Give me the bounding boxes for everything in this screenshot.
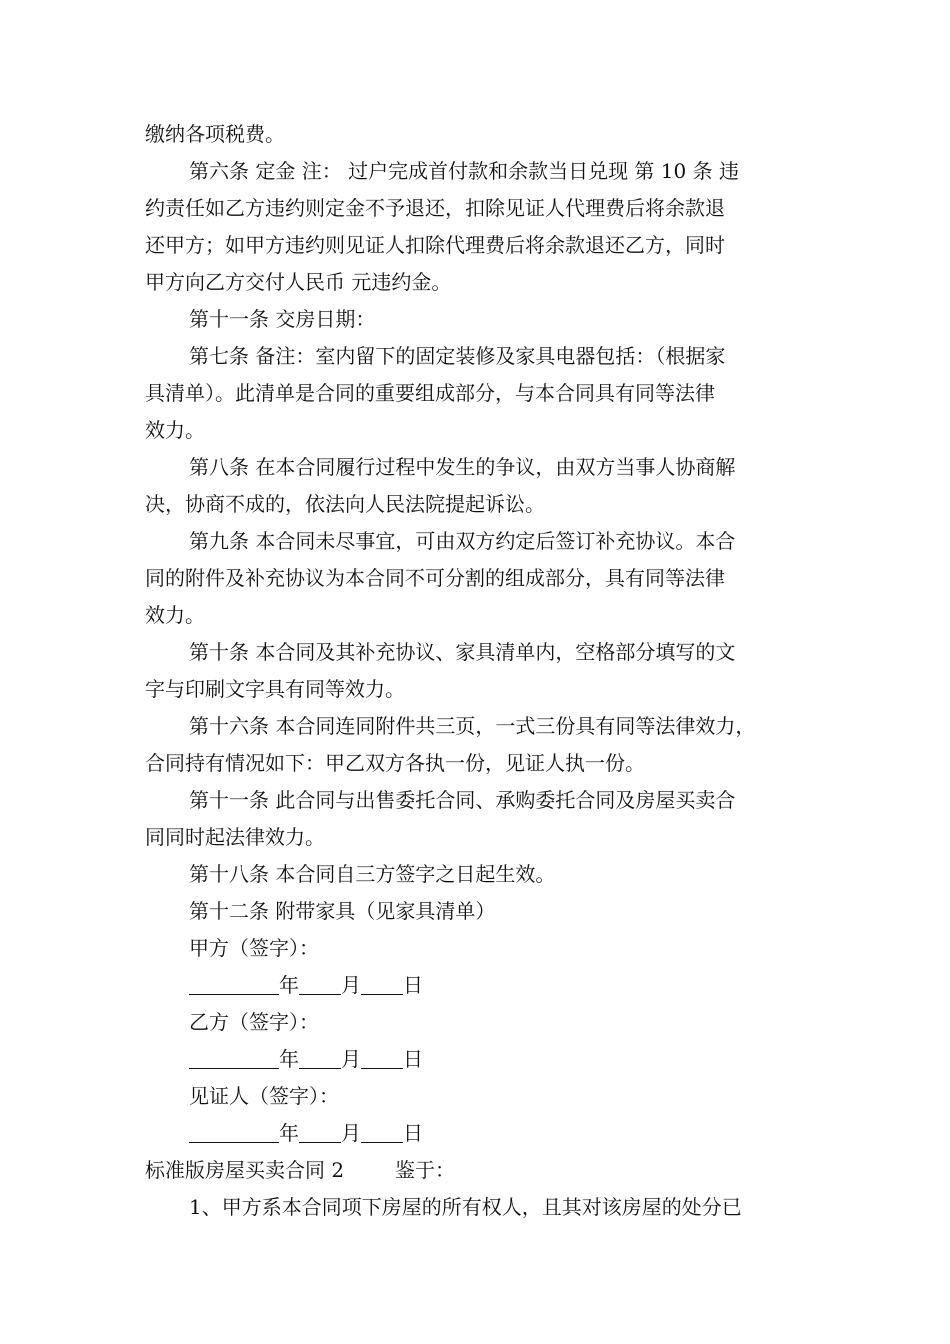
text-line: 第九条 本合同未尽事宜，可由双方约定后签订补充协议。本合 (189, 529, 736, 553)
text-line: 第十一条 交房日期： (189, 307, 376, 331)
date-line-party-b (145, 1041, 825, 1078)
day-blank (361, 1122, 403, 1143)
day-unit: 日 (403, 973, 423, 997)
contract-text (145, 116, 825, 1226)
signature-label-party-b: 乙方（签字）： (189, 1010, 319, 1034)
year-blank (189, 974, 279, 995)
month-unit: 月 (341, 973, 361, 997)
text-line: 第七条 备注：室内留下的固定装修及家具电器包括：（根据家 (189, 344, 726, 368)
text-line: 第十二条 附带家具（见家具清单） (189, 899, 496, 923)
text-line: 效力。 (145, 418, 205, 442)
text-line: 第十八条 本合同自三方签字之日起生效。 (189, 862, 556, 886)
year-unit: 年 (279, 1047, 299, 1071)
text-line: 具清单）。此清单是合同的重要组成部分，与本合同具有同等法律 (145, 381, 715, 405)
text-line: 第十一条 此合同与出售委托合同、承购委托合同及房屋买卖合 (189, 788, 736, 812)
text-line: 第六条 定金 注： 过户完成首付款和余款当日兑现 第 10 条 违 (189, 159, 739, 183)
year-blank (189, 1048, 279, 1069)
text-line: 1、甲方系本合同项下房屋的所有权人，且其对该房屋的处分已 (189, 1195, 742, 1219)
text-line: 同同时起法律效力。 (145, 825, 325, 849)
text-line: 效力。 (145, 603, 205, 627)
year-unit: 年 (279, 1121, 299, 1145)
signature-label-witness: 见证人（签字）： (189, 1084, 339, 1108)
day-blank (361, 1048, 403, 1069)
month-blank (299, 1048, 341, 1069)
year-blank (189, 1122, 279, 1143)
text-line: 甲方向乙方交付人民币 元违约金。 (145, 270, 452, 294)
text-line: 缴纳各项税费。 (145, 122, 285, 146)
month-blank (299, 974, 341, 995)
text-line: 还甲方；如甲方违约则见证人扣除代理费后将余款退还乙方，同时 (145, 233, 725, 257)
section-heading: 标准版房屋买卖合同 2 鉴于： (145, 1158, 455, 1182)
signature-label-party-a: 甲方（签字）： (189, 936, 319, 960)
text-line: 第十条 本合同及其补充协议、家具清单内，空格部分填写的文 (189, 640, 736, 664)
text-line: 约责任如乙方违约则定金不予退还，扣除见证人代理费后将余款退 (145, 196, 725, 220)
year-unit: 年 (279, 973, 299, 997)
month-unit: 月 (341, 1121, 361, 1145)
text-line: 决，协商不成的，依法向人民法院提起诉讼。 (145, 492, 545, 516)
text-line: 同的附件及补充协议为本合同不可分割的组成部分，具有同等法律 (145, 566, 725, 590)
date-line-witness (145, 1115, 825, 1152)
day-unit: 日 (403, 1121, 423, 1145)
day-unit: 日 (403, 1047, 423, 1071)
day-blank (361, 974, 403, 995)
month-unit: 月 (341, 1047, 361, 1071)
month-blank (299, 1122, 341, 1143)
text-line: 第十六条 本合同连同附件共三页，一式三份具有同等法律效力， (189, 714, 756, 738)
text-line: 字与印刷文字具有同等效力。 (145, 677, 405, 701)
text-line: 合同持有情况如下：甲乙双方各执一份，见证人执一份。 (145, 751, 645, 775)
date-line-party-a (145, 967, 825, 1004)
text-line: 第八条 在本合同履行过程中发生的争议，由双方当事人协商解 (189, 455, 736, 479)
